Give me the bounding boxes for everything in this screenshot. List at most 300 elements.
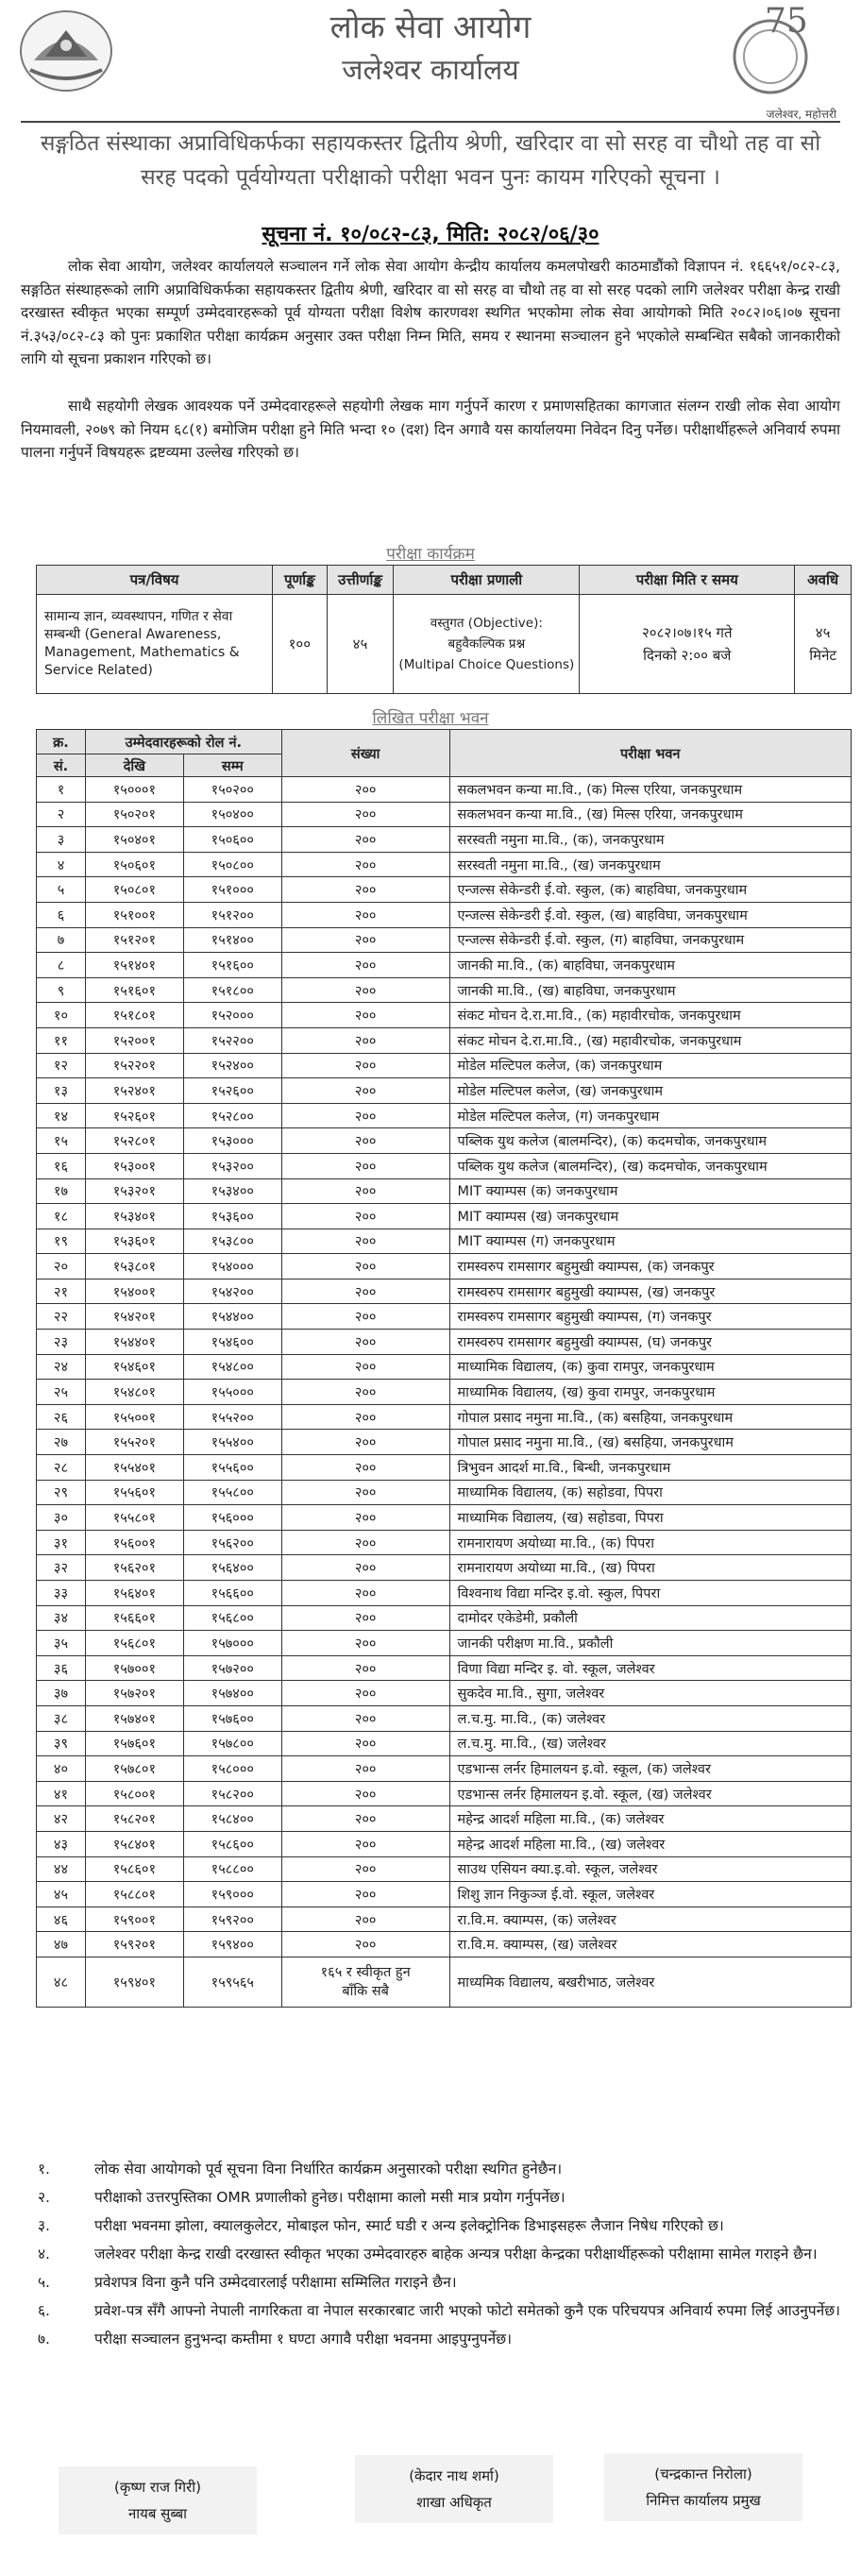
venue-row [37, 1681, 852, 1706]
count-cell: २०० [281, 1229, 449, 1254]
venue-row [37, 1806, 852, 1832]
count-cell: २०० [281, 1605, 449, 1631]
roll-to-cell: १५१२०० [183, 902, 281, 927]
roll-to-cell: १५८४०० [183, 1806, 281, 1832]
venue-row [37, 1103, 852, 1128]
venue-cell: पब्लिक युथ कलेज (बालमन्दिर), (ख) कदमचोक, जनकपुरधाम [449, 1153, 851, 1178]
roll-to-cell: १५६२०० [183, 1530, 281, 1555]
roll-to-cell: १५१००० [183, 877, 281, 903]
roll-from-cell: १५८६०१ [85, 1856, 183, 1882]
roll-from-cell: १५६००१ [85, 1530, 183, 1555]
count-cell: २०० [281, 1530, 449, 1555]
venue-row [37, 1530, 852, 1555]
venue-row [37, 1153, 852, 1178]
count-cell: २०० [281, 1204, 449, 1229]
note-number: ६. [38, 2302, 50, 2319]
serial-cell: १९ [37, 1229, 86, 1254]
roll-from-cell: १५२२०१ [85, 1053, 183, 1078]
serial-cell: १४ [37, 1103, 86, 1128]
count-cell: २०० [281, 1505, 449, 1531]
serial-cell: ४७ [37, 1932, 86, 1957]
signature-block-2 [355, 2455, 553, 2523]
roll-to-cell: १५५२०० [183, 1404, 281, 1430]
roll-from-cell: १५१४०१ [85, 953, 183, 978]
count-cell: २०० [281, 1430, 449, 1455]
note-text: परीक्षा सञ्चालन हुनुभन्दा कम्तीमा १ घण्टा अगावै परीक्षा भवनमा आइपुग्नुपर्नेछ। [94, 2330, 512, 2347]
venue-cell: दामोदर एकेडेमी, प्रकौली [449, 1605, 851, 1631]
venue-cell: ल.च.मु. मा.वि., (ख) जलेश्वर [449, 1731, 851, 1756]
serial-cell: ४१ [37, 1781, 86, 1806]
serial-cell: १२ [37, 1053, 86, 1078]
venue-row [37, 1882, 852, 1907]
note-item [38, 2244, 840, 2265]
venue-cell: विणा विद्या मन्दिर इ. वो. स्कूल, जलेश्वर [449, 1655, 851, 1681]
venue-cell: रा.वि.म. क्याम्पस, (ख) जलेश्वर [449, 1932, 851, 1957]
roll-to-cell: १५७००० [183, 1631, 281, 1656]
col-venue: परीक्षा भवन [449, 730, 851, 777]
col-roll-from: देखि [85, 754, 183, 777]
count-cell: २०० [281, 1731, 449, 1756]
serial-cell: ४६ [37, 1907, 86, 1932]
last-count-line-1: १६५ र स्वीकृत हुन [320, 1964, 411, 1980]
venue-row [37, 1505, 852, 1531]
venue-cell: संकट मोचन दे.रा.मा.वि., (क) महावीरचोक, जनकपुरधाम [449, 1003, 851, 1028]
roll-to-cell: १५७६०० [183, 1705, 281, 1731]
count-cell: २०० [281, 1581, 449, 1606]
venue-cell: विश्वनाथ विद्या मन्दिर इ.वो. स्कुल, पिपरा [449, 1581, 851, 1606]
count-cell: २०० [281, 1404, 449, 1430]
exam-time: दिनको २:०० बजे [643, 647, 732, 664]
serial-cell: ३७ [37, 1681, 86, 1706]
roll-to-cell: १५४२०० [183, 1279, 281, 1304]
venue-cell: महेन्द्र आदर्श महिला मा.वि., (ख) जलेश्वर [449, 1831, 851, 1856]
count-cell: २०० [281, 1756, 449, 1782]
venue-row [37, 1555, 852, 1581]
roll-from-cell: १५५२०१ [85, 1430, 183, 1455]
roll-to-cell: १५०४०० [183, 802, 281, 827]
serial-cell: २८ [37, 1455, 86, 1481]
venue-row [37, 1204, 852, 1229]
roll-to-cell: १५३६०० [183, 1204, 281, 1229]
exam-date: २०८२।०७।१५ गते [641, 624, 733, 641]
last-roll-from: १५९४०१ [85, 1957, 183, 2007]
roll-from-cell: १५१२०१ [85, 927, 183, 953]
serial-cell: २ [37, 802, 86, 827]
venue-row [37, 1128, 852, 1154]
header-rule [21, 121, 840, 123]
roll-from-cell: १५३२०१ [85, 1178, 183, 1204]
venue-cell: सुकदेव मा.वि., सुगा, जलेश्वर [449, 1681, 851, 1706]
roll-from-cell: १५०४०१ [85, 827, 183, 853]
exam-program-header-row [37, 566, 852, 595]
serial-cell: ३ [37, 827, 86, 853]
note-text: लोक सेवा आयोगको पूर्व सूचना विना निर्धारित कार्यक्रम अनुसारको परीक्षा स्थगित हुनेछैन। [94, 2161, 563, 2178]
serial-cell: २२ [37, 1304, 86, 1330]
serial-cell: ४५ [37, 1882, 86, 1907]
venue-row [37, 1027, 852, 1053]
serial-cell: ९ [37, 977, 86, 1003]
exam-program-table [36, 565, 852, 694]
venue-row [37, 877, 852, 903]
roll-to-cell: १५५६०० [183, 1455, 281, 1481]
serial-cell: २३ [37, 1330, 86, 1355]
serial-cell: ५ [37, 877, 86, 903]
roll-to-cell: १५३००० [183, 1128, 281, 1154]
note-text: प्रवेश-पत्र सँगै आफ्नो नेपाली नागरिकता वा नेपाल सरकारबाट जारी भएको फोटो समेतको कुनै एक परिचयपत्र अनिवार्य रुपमा लिई आउनुपर्नेछ। [94, 2302, 841, 2319]
venue-cell: एन्जल्स सेकेन्डरी ई.वो. स्कुल, (ग) बाहविघा, जनकपुरधाम [449, 927, 851, 953]
venue-row [37, 1229, 852, 1254]
serial-cell: ३३ [37, 1581, 86, 1606]
venue-row [37, 1631, 852, 1656]
venue-row [37, 1605, 852, 1631]
roll-from-cell: १५३६०१ [85, 1229, 183, 1254]
roll-to-cell: १५२२०० [183, 1027, 281, 1053]
logo-75-text: 75 [765, 2, 808, 41]
venue-cell: सकलभवन कन्या मा.वि., (ख) मिल्स एरिया, जनकपुरधाम [449, 802, 851, 827]
venue-row [37, 1831, 852, 1856]
roll-to-cell: १५०६०० [183, 827, 281, 853]
count-cell: २०० [281, 1555, 449, 1581]
venue-cell: माध्यामिक विद्यालय, (क) कुवा रामपुर, जनकपुरधाम [449, 1354, 851, 1380]
col-duration: अवधि [795, 566, 852, 595]
exam-system-line-2: बहुवैकल्पिक प्रश्न [447, 636, 526, 652]
col-full-marks: पूर्णाङ्क [273, 566, 328, 595]
roll-from-cell: १५४४०१ [85, 1330, 183, 1355]
col-roll-to: सम्म [183, 754, 281, 777]
venue-row [37, 852, 852, 877]
note-text: परीक्षा भवनमा झोला, क्यालकुलेटर, मोबाइल फोन, स्मार्ट घडी र अन्य इलेक्ट्रोनिक डिभाइसहरू लैजान निषेध गरिएको छ। [94, 2217, 724, 2234]
roll-from-cell: १५९२०१ [85, 1932, 183, 1957]
venue-cell: रा.वि.म. क्याम्पस, (क) जलेश्वर [449, 1907, 851, 1932]
count-cell: २०० [281, 1380, 449, 1405]
venue-cell: रामस्वरुप रामसागर बहुमुखी क्याम्पस, (घ) जनकपुर [449, 1330, 851, 1355]
venue-row [37, 927, 852, 953]
roll-to-cell: १५४८०० [183, 1354, 281, 1380]
notice-banner: सङ्गठित संस्थाका अप्राविधिकर्फका सहायकस्तर द्वितीय श्रेणी, खरिदार वा सो सरह वा चौथो तह वा सो सरह पदको पूर्वयोग्यता परीक्षाको परीक्षा भवन पुनः कायम गरिएको सूचना । [40, 131, 821, 190]
roll-from-cell: १५४००१ [85, 1279, 183, 1304]
venue-cell: माध्यामिक विद्यालय, (क) सहोडवा, पिपरा [449, 1480, 851, 1505]
exam-program-caption: परीक्षा कार्यक्रम [386, 545, 475, 564]
serial-cell: २० [37, 1254, 86, 1280]
roll-from-cell: १५५६०१ [85, 1480, 183, 1505]
count-cell: २०० [281, 1681, 449, 1706]
venue-cell: मोडेल मल्टिपल कलेज, (ग) जनकपुरधाम [449, 1103, 851, 1128]
signature-title: शाखा अधिकृत [416, 2494, 492, 2511]
venue-row [37, 1455, 852, 1481]
serial-cell: ४३ [37, 1831, 86, 1856]
count-cell: २०० [281, 1103, 449, 1128]
roll-from-cell: १५०२०१ [85, 802, 183, 827]
venue-cell: रामनारायण अयोध्या मा.वि., (क) पिपरा [449, 1530, 851, 1555]
count-cell: २०० [281, 802, 449, 827]
count-cell: २०० [281, 877, 449, 903]
notice-paragraph-1: लोक सेवा आयोग, जलेश्वर कार्यालयले सञ्चालन गर्ने लोक सेवा आयोग केन्द्रीय कार्यालय कमलपोखरी काठमाडौंको विज्ञापन नं. १६६५१/०८२-८३, सङ्गठित संस्थाहरूको लागि अप्राविधिकर्फका सहायकस्तर द्वितीय श्रेणी, खरिदार वा सो सरह वा चौथो तह वा सो सरह पदको लागि जलेश्वर परीक्षा केन्द्र राखी दरखास्त स्वीकृत भएका सम्पूर्ण उम्मेदवारहरूको पूर्व योग्यता परीक्षा विशेष कारणवश स्थगित भएकोमा लोक सेवा आयोगको मिति २०८२।०६।०७ सूचना नं.३५३/०८२-८३ को पुनः प्रकाशित परीक्षा कार्यक्रम अनुसार उक्त परीक्षा निम्न मिति, समय र स्थानमा सञ्चालन हुने भएकोले सम्बन्धित सबैको जानकारीको लागि यो सूचना प्रकाशन गरिएको छ। [21, 258, 840, 368]
venue-cell: माध्यामिक विद्यालय, (ख) कुवा रामपुर, जनकपुरधाम [449, 1380, 851, 1405]
venue-row [37, 1581, 852, 1606]
venue-row [37, 1655, 852, 1681]
count-cell: २०० [281, 1480, 449, 1505]
count-cell: २०० [281, 777, 449, 803]
roll-from-cell: १५७४०१ [85, 1705, 183, 1731]
roll-from-cell: १५८८०१ [85, 1882, 183, 1907]
venue-row [37, 1480, 852, 1505]
last-roll-to: १५९५६५ [183, 1957, 281, 2007]
venue-cell: जानकी मा.वि., (क) बाहविघा, जनकपुरधाम [449, 953, 851, 978]
count-cell: २०० [281, 927, 449, 953]
note-item [38, 2300, 840, 2322]
roll-from-cell: १५८००१ [85, 1781, 183, 1806]
roll-to-cell: १५३२०० [183, 1153, 281, 1178]
venue-row [37, 1932, 852, 1957]
roll-from-cell: १५०८०१ [85, 877, 183, 903]
roll-to-cell: १५१६०० [183, 953, 281, 978]
note-number: ५. [38, 2274, 50, 2291]
venue-cell: जानकी मा.वि., (ख) बाहविघा, जनकपुरधाम [449, 977, 851, 1003]
exam-datetime-cell [580, 595, 795, 694]
roll-to-cell: १५४४०० [183, 1304, 281, 1330]
roll-to-cell: १५२४०० [183, 1053, 281, 1078]
count-cell: २०० [281, 1279, 449, 1304]
notice-paragraph-2: साथै सहयोगी लेखक आवश्यक पर्ने उम्मेदवारहरूले सहयोगी लेखक माग गर्नुपर्ने कारण र प्रमाणसहितका कागजात संलग्न राखी लोक सेवा आयोग नियमावली, २०७९ को नियम ६८(१) बमोजिम परीक्षा हुने मिति भन्दा १० (दश) दिन अगावै यस कार्यालयमा निवेदन दिनु पर्नेछ। परीक्षार्थीहरूले अनिवार्य रुपमा पालना गर्नुपर्ने विषयहरू द्रष्टव्यमा उल्लेख गरिएको छ। [21, 398, 840, 462]
venue-cell: मोडेल मल्टिपल कलेज, (ख) जनकपुरधाम [449, 1078, 851, 1104]
note-item [38, 2272, 840, 2294]
roll-to-cell: १५६८०० [183, 1605, 281, 1631]
subject-english: (General Awareness, Management, Mathematics & Service Related) [44, 627, 240, 678]
venue-row [37, 1304, 852, 1330]
note-item [38, 2329, 840, 2350]
roll-from-cell: १५६६०१ [85, 1605, 183, 1631]
note-item [38, 2187, 840, 2209]
venue-cell: गोपाल प्रसाद नमुना मा.वि., (क) बसहिया, जनकपुरधाम [449, 1404, 851, 1430]
org-title: लोक सेवा आयोग [329, 8, 532, 46]
roll-to-cell: १५५००० [183, 1380, 281, 1405]
venue-cell: संकट मोचन दे.रा.मा.वि., (ख) महावीरचोक, जनकपुरधाम [449, 1027, 851, 1053]
venue-row [37, 802, 852, 827]
roll-from-cell: १५१६०१ [85, 977, 183, 1003]
roll-from-cell: १५१८०१ [85, 1003, 183, 1028]
count-cell: २०० [281, 1455, 449, 1481]
venue-cell: रामस्वरुप रामसागर बहुमुखी क्याम्पस, (ख) जनकपुर [449, 1279, 851, 1304]
venue-cell: रामस्वरुप रामसागर बहुमुखी क्याम्पस, (ग) जनकपुर [449, 1304, 851, 1330]
count-cell: २०० [281, 1907, 449, 1932]
venue-row [37, 1404, 852, 1430]
office-location: जलेश्वर, महोत्तरी [766, 108, 836, 121]
col-roll-range: उम्मेदवारहरूको रोल नं. [85, 730, 281, 754]
note-text: प्रवेशपत्र विना कुनै पनि उम्मेदवारलाई परीक्षामा सम्मिलित गराइने छैन। [94, 2274, 457, 2291]
serial-cell: २९ [37, 1480, 86, 1505]
roll-from-cell: १५३००१ [85, 1153, 183, 1178]
venue-cell: मोडेल मल्टिपल कलेज, (क) जनकपुरधाम [449, 1053, 851, 1078]
venue-cell: एडभान्स लर्नर हिमालयन इ.वो. स्कूल, (क) जलेश्वर [449, 1756, 851, 1782]
roll-from-cell: १५२४०१ [85, 1078, 183, 1104]
count-cell: २०० [281, 1053, 449, 1078]
roll-from-cell: १५३४०१ [85, 1204, 183, 1229]
venue-cell: सकलभवन कन्या मा.वि., (क) मिल्स एरिया, जनकपुरधाम [449, 777, 851, 803]
venue-row [37, 953, 852, 978]
col-count: संख्या [281, 730, 449, 777]
serial-cell: ३९ [37, 1731, 86, 1756]
note-number: १. [38, 2161, 50, 2178]
roll-from-cell: १५५००१ [85, 1404, 183, 1430]
serial-cell: ७ [37, 927, 86, 953]
roll-to-cell: १५१८०० [183, 977, 281, 1003]
count-cell: २०० [281, 977, 449, 1003]
roll-to-cell: १५०८०० [183, 852, 281, 877]
venue-row [37, 1781, 852, 1806]
subject-cell [37, 595, 273, 694]
note-number: ३. [38, 2217, 50, 2234]
signature-block-1 [59, 2466, 257, 2534]
venue-cell: जानकी परीक्षण मा.वि., प्रकौली [449, 1631, 851, 1656]
venue-table-caption: लिखित परीक्षा भवन [372, 709, 489, 728]
roll-to-cell: १५३८०० [183, 1229, 281, 1254]
venue-cell: गोपाल प्रसाद नमुना मा.वि., (ख) बसहिया, जनकपुरधाम [449, 1430, 851, 1455]
serial-cell: २५ [37, 1380, 86, 1405]
count-cell: २०० [281, 1330, 449, 1355]
venue-row-last [37, 1957, 852, 2007]
count-cell: २०० [281, 1932, 449, 1957]
roll-from-cell: १५७८०१ [85, 1756, 183, 1782]
roll-from-cell: १५२८०१ [85, 1128, 183, 1154]
count-cell: २०० [281, 1254, 449, 1280]
note-text: जलेश्वर परीक्षा केन्द्र राखी दरखास्त स्वीकृत भएका उम्मेदवारहरु बाहेक अन्यत्र परीक्षा केन्द्रका परीक्षार्थीहरूको परीक्षामा सामेल गराइने छैन। [94, 2246, 818, 2262]
signature-title: निमित्त कार्यालय प्रमुख [646, 2492, 761, 2509]
roll-to-cell: १५५४०० [183, 1430, 281, 1455]
venue-row [37, 1756, 852, 1782]
duration-unit: मिनेट [809, 647, 836, 664]
roll-from-cell: १५७६०१ [85, 1731, 183, 1756]
col-serial: क्र. [37, 730, 86, 754]
serial-cell: ३५ [37, 1631, 86, 1656]
roll-from-cell: १५९००१ [85, 1907, 183, 1932]
serial-cell: ६ [37, 902, 86, 927]
roll-from-cell: १५३८०१ [85, 1254, 183, 1280]
venue-row [37, 1705, 852, 1731]
note-text: परीक्षाको उत्तरपुस्तिका OMR प्रणालीको हुनेछ। परीक्षामा कालो मसी मात्र प्रयोग गर्नुपर्नेछ। [94, 2189, 566, 2206]
venue-row [37, 1380, 852, 1405]
venue-cell: शिशु ज्ञान निकुञ्ज ई.वो. स्कूल, जलेश्वर [449, 1882, 851, 1907]
col-exam-system: परीक्षा प्रणाली [394, 566, 580, 595]
roll-to-cell: १५५८०० [183, 1480, 281, 1505]
roll-to-cell: १५६४०० [183, 1555, 281, 1581]
venue-row [37, 902, 852, 927]
venue-cell: महेन्द्र आदर्श महिला मा.वि., (क) जलेश्वर [449, 1806, 851, 1832]
venue-cell: सरस्वती नमुना मा.वि., (ख) जनकपुरधाम [449, 852, 851, 877]
roll-to-cell: १५८००० [183, 1756, 281, 1782]
venue-row [37, 977, 852, 1003]
venue-row [37, 1856, 852, 1882]
venue-cell: MIT क्याम्पस (क) जनकपुरधाम [449, 1178, 851, 1204]
roll-to-cell: १५३४०० [183, 1178, 281, 1204]
venue-cell: त्रिभुवन आदर्श मा.वि., बिन्धी, जनकपुरधाम [449, 1455, 851, 1481]
serial-cell: ३१ [37, 1530, 86, 1555]
count-cell: २०० [281, 1003, 449, 1028]
col-subject: पत्र/विषय [37, 566, 273, 595]
notes-list [38, 2159, 840, 2357]
roll-from-cell: १५२६०१ [85, 1103, 183, 1128]
venue-cell: MIT क्याम्पस (ख) जनकपुरधाम [449, 1204, 851, 1229]
serial-cell: ४२ [37, 1806, 86, 1832]
venue-row [37, 1907, 852, 1932]
last-count-cell [281, 1957, 449, 2007]
serial-cell: १६ [37, 1153, 86, 1178]
count-cell: २०० [281, 1831, 449, 1856]
serial-cell: ४ [37, 852, 86, 877]
venue-cell: रामनारायण अयोध्या मा.वि., (ख) पिपरा [449, 1555, 851, 1581]
serial-cell: ८ [37, 953, 86, 978]
roll-from-cell: १५०००१ [85, 777, 183, 803]
count-cell: २०० [281, 1153, 449, 1178]
venue-cell: माध्यामिक विद्यालय, (ख) सहोडवा, पिपरा [449, 1505, 851, 1531]
count-cell: २०० [281, 1806, 449, 1832]
exam-system-line-1: वस्तुगत (Objective): [430, 616, 543, 631]
signature-name: (कृष्ण राज गिरी) [114, 2479, 201, 2496]
roll-to-cell: १५६६०० [183, 1581, 281, 1606]
roll-to-cell: १५०२०० [183, 777, 281, 803]
roll-from-cell: १५१००१ [85, 902, 183, 927]
last-count-line-2: बाँकि सबै [342, 1983, 389, 1999]
serial-cell: २७ [37, 1430, 86, 1455]
last-serial: ४८ [37, 1957, 86, 2007]
exam-system-cell [394, 595, 580, 694]
venue-cell: पब्लिक युथ कलेज (बालमन्दिर), (क) कदमचोक, जनकपुरधाम [449, 1128, 851, 1154]
venue-cell: रामस्वरुप रामसागर बहुमुखी क्याम्पस, (क) जनकपुर [449, 1254, 851, 1280]
roll-to-cell: १५२६०० [183, 1078, 281, 1104]
count-cell: २०० [281, 1781, 449, 1806]
anniversary-logo-icon [727, 0, 814, 104]
count-cell: २०० [281, 1128, 449, 1154]
venue-row [37, 777, 852, 803]
serial-cell: १५ [37, 1128, 86, 1154]
roll-from-cell: १५४८०१ [85, 1380, 183, 1405]
roll-to-cell: १५४००० [183, 1254, 281, 1280]
venue-cell: साउथ एसियन क्या.इ.वो. स्कूल, जलेश्वर [449, 1856, 851, 1882]
venue-row [37, 1003, 852, 1028]
note-number: २. [38, 2189, 50, 2206]
serial-cell: ३२ [37, 1555, 86, 1581]
roll-from-cell: १५६४०१ [85, 1581, 183, 1606]
count-cell: २०० [281, 1354, 449, 1380]
signature-name: (चन्द्रकान्त निरोला) [654, 2466, 752, 2483]
venue-cell: सरस्वती नमुना मा.वि., (क), जनकपुरधाम [449, 827, 851, 853]
roll-from-cell: १५५४०१ [85, 1455, 183, 1481]
roll-to-cell: १५८२०० [183, 1781, 281, 1806]
roll-to-cell: १५७८०० [183, 1731, 281, 1756]
signature-title: नायब सुब्बा [127, 2505, 188, 2522]
venue-cell: ल.च.मु. मा.वि., (क) जलेश्वर [449, 1705, 851, 1731]
count-cell: २०० [281, 1705, 449, 1731]
serial-cell: ३८ [37, 1705, 86, 1731]
roll-from-cell: १५८२०१ [85, 1806, 183, 1832]
venue-row [37, 1078, 852, 1104]
serial-cell: २१ [37, 1279, 86, 1304]
venue-row [37, 1178, 852, 1204]
roll-from-cell: १५६८०१ [85, 1631, 183, 1656]
roll-to-cell: १५४६०० [183, 1330, 281, 1355]
venue-header-row-1 [37, 730, 852, 754]
notice-title: सूचना नं. १०/०८२-८३, मिति: २०८२/०६/३० [262, 223, 599, 246]
col-pass-marks: उत्तीर्णाङ्क [327, 566, 394, 595]
roll-to-cell: १५२८०० [183, 1103, 281, 1128]
duration-cell [795, 595, 852, 694]
serial-cell: ३४ [37, 1605, 86, 1631]
roll-to-cell: १५७४०० [183, 1681, 281, 1706]
roll-from-cell: १५४२०१ [85, 1304, 183, 1330]
roll-from-cell: १५६२०१ [85, 1555, 183, 1581]
roll-to-cell: १५६००० [183, 1505, 281, 1531]
full-marks-value: १०० [273, 595, 328, 694]
serial-cell: ३६ [37, 1655, 86, 1681]
